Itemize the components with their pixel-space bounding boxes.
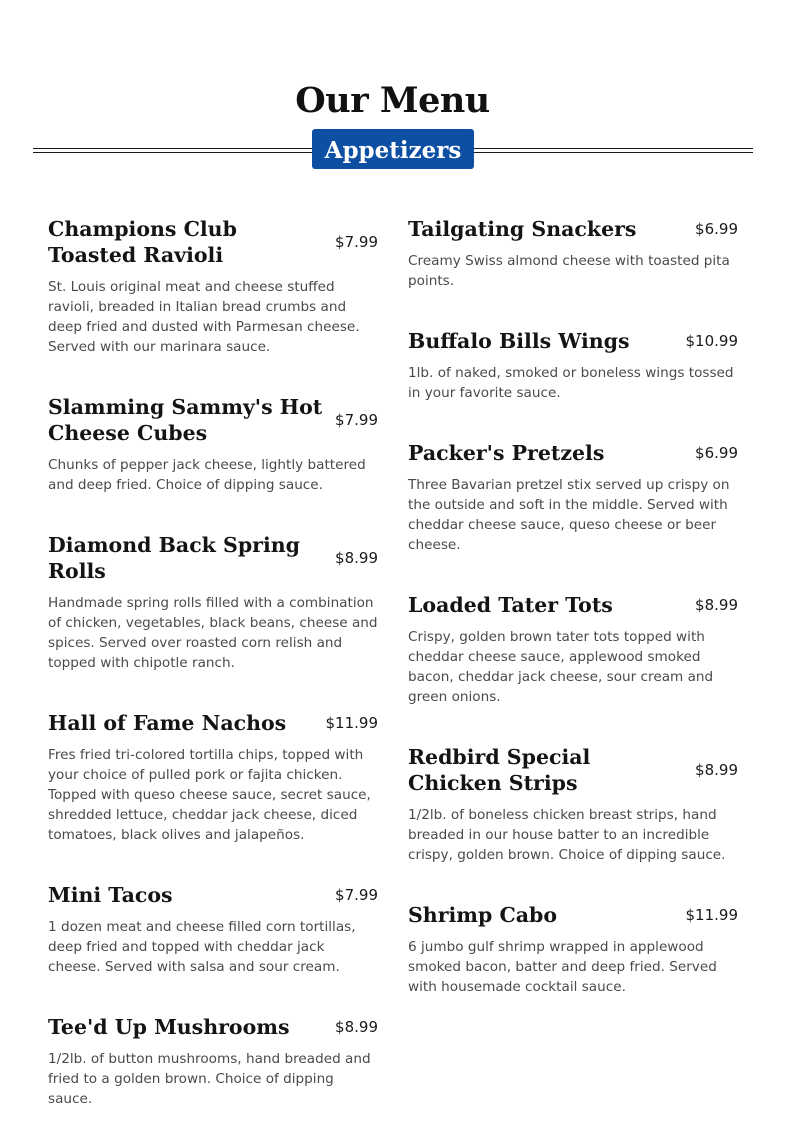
menu-item-price: $8.99 — [335, 1018, 378, 1036]
menu-item — [48, 1014, 378, 1109]
menu-item — [408, 592, 738, 707]
menu-item-price: $6.99 — [695, 220, 738, 238]
menu-item-description: Handmade spring rolls filled with a combination of chicken, vegetables, black beans, cheese and spices. Served over roasted corn relish and topped with chipotle ranch. — [48, 595, 378, 671]
menu-item-name: Redbird Special Chicken Strips — [408, 745, 591, 795]
menu-item-price: $11.99 — [685, 906, 738, 924]
menu-item-description: St. Louis original meat and cheese stuffed ravioli, breaded in Italian bread crumbs and deep fried and dusted with Parmesan cheese. Served with our marinara sauce. — [48, 279, 360, 355]
menu-item-name: Tee'd Up Mushrooms — [48, 1015, 290, 1039]
menu-item-name: Shrimp Cabo — [408, 903, 558, 927]
menu-item-name: Slamming Sammy's Hot Cheese Cubes — [48, 395, 323, 445]
menu-item — [48, 394, 378, 495]
menu-item — [48, 882, 378, 977]
menu-item-name: Champions Club Toasted Ravioli — [48, 217, 237, 267]
menu-item-name: Loaded Tater Tots — [408, 593, 613, 617]
menu-item-price: $8.99 — [335, 549, 378, 567]
menu-item-description: Chunks of pepper jack cheese, lightly battered and deep fried. Choice of dipping sauce. — [48, 457, 366, 493]
menu-item-price: $7.99 — [335, 886, 378, 904]
menu-item — [48, 710, 378, 845]
menu-item — [408, 744, 738, 865]
menu-item — [408, 216, 738, 291]
menu-item — [48, 216, 378, 357]
page-title: Our Menu — [295, 80, 490, 122]
menu-item — [408, 328, 738, 403]
section-header — [33, 129, 753, 169]
menu-item-price: $8.99 — [695, 596, 738, 614]
menu-column-right — [408, 216, 738, 1034]
menu-item-name: Hall of Fame Nachos — [48, 711, 287, 735]
menu-item-price: $7.99 — [335, 233, 378, 251]
menu-item-description: 1 dozen meat and cheese filled corn tortillas, deep fried and topped with cheddar jack cheese. Served with salsa and sour cream. — [48, 919, 356, 975]
menu-item-description: 1lb. of naked, smoked or boneless wings tossed in your favorite sauce. — [408, 365, 734, 401]
menu-item-description: 1/2lb. of button mushrooms, hand breaded and fried to a golden brown. Choice of dipping sauce. — [48, 1051, 371, 1107]
menu-item-price: $7.99 — [335, 411, 378, 429]
menu-item-description: 1/2lb. of boneless chicken breast strips, hand breaded in our house batter to an incredible crispy, golden brown. Choice of dipping sauce. — [408, 807, 726, 863]
menu-item — [408, 902, 738, 997]
menu-item-description: 6 jumbo gulf shrimp wrapped in applewood smoked bacon, batter and deep fried. Served with housemade cocktail sauce. — [408, 939, 717, 995]
menu-item-name: Buffalo Bills Wings — [408, 329, 630, 353]
menu-item-price: $10.99 — [685, 332, 738, 350]
menu-item-description: Fres fried tri-colored tortilla chips, topped with your choice of pulled pork or fajita chicken. Topped with queso cheese sauce, secret sauce, shredded lettuce, cheddar jack cheese, diced tomatoes, black olives and jalapeños. — [48, 747, 371, 843]
menu-item-price: $11.99 — [325, 714, 378, 732]
section-badge-appetizers: Appetizers — [312, 129, 474, 169]
menu-item-description: Creamy Swiss almond cheese with toasted pita points. — [408, 253, 730, 289]
menu-item-price: $6.99 — [695, 444, 738, 462]
menu-item-name: Mini Tacos — [48, 883, 173, 907]
menu-column-left — [48, 216, 378, 1146]
menu-item-description: Three Bavarian pretzel stix served up crispy on the outside and soft in the middle. Served with cheddar cheese sauce, queso cheese or beer cheese. — [408, 477, 730, 553]
menu-item-name: Packer's Pretzels — [408, 441, 605, 465]
menu-item-name: Diamond Back Spring Rolls — [48, 533, 300, 583]
menu-item-price: $8.99 — [695, 761, 738, 779]
menu-item — [48, 532, 378, 673]
menu-item-description: Crispy, golden brown tater tots topped with cheddar cheese sauce, applewood smoked bacon, cheddar jack cheese, sour cream and green onions. — [408, 629, 714, 705]
menu-item — [408, 440, 738, 555]
menu-item-name: Tailgating Snackers — [408, 217, 637, 241]
